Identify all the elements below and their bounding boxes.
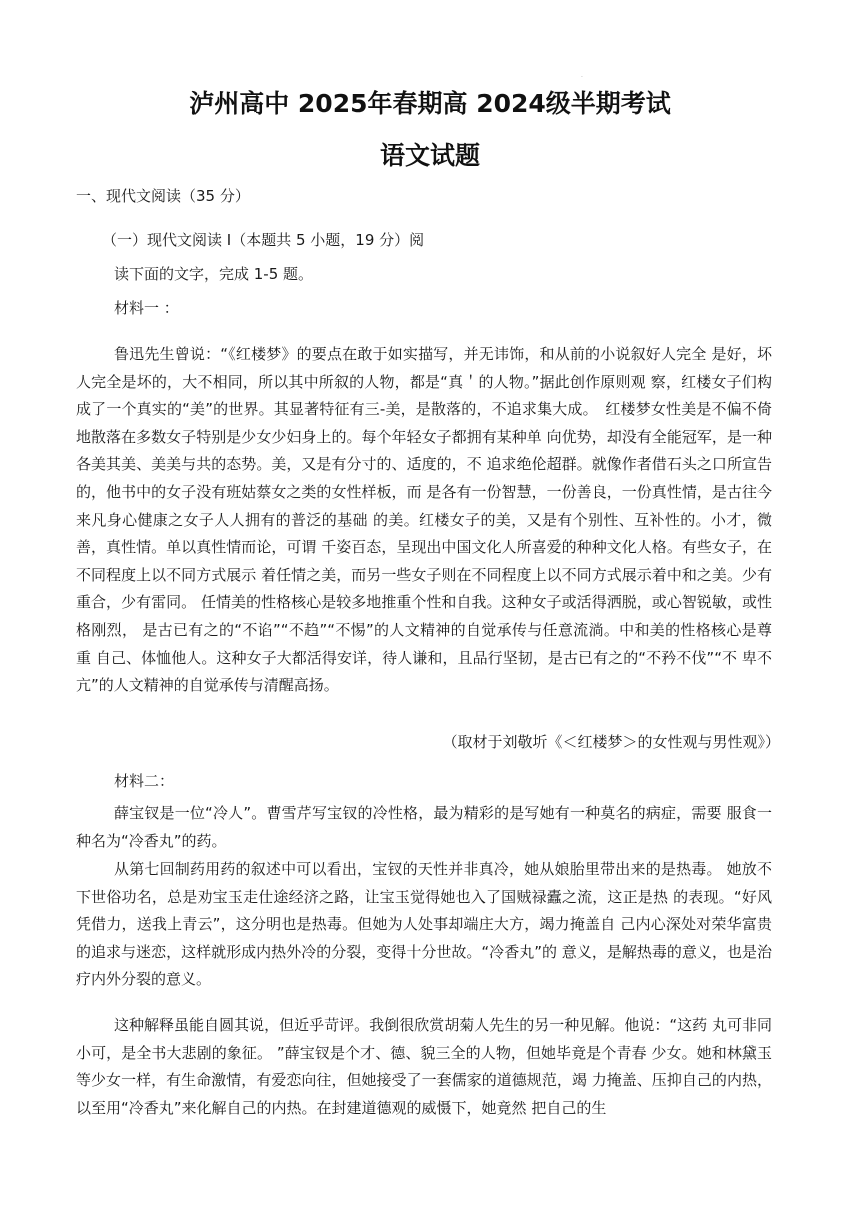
instruction-text: 读下面的文字，完成 1-5 题。: [114, 265, 314, 283]
material2-paragraph-2: 从第七回制药用药的叙述中可以看出，宝钗的天性并非真冷，她从娘胎里带出来的是热毒。 她放不下世俗功名，总是劝宝玉走仕途经济之路，让宝玉觉得她也入了国贼禄蠹之流，这正是热 的表现。“好风凭借力，送我上青云”，这分明也是热毒。但她为人处事却端庄大方，竭力掩盖自 己内心深处对荣华富贵的追求与迷恋，这样就形成内热外冷的分裂，变得十分世故。“冷香丸”的 意义，是解热毒的意义，也是治疗内外分裂的意义。: [76, 860, 772, 989]
material2-paragraph-3: 这种解释虽能自圆其说，但近乎苛评。我倒很欣赏胡菊人先生的另一种见解。他说：“这药 丸可非同小可，是全书大悲剧的象征。 ”薛宝钗是个才、德、貌三全的人物，但她毕竟是个青春 少女。她和林黛玉等少女一样，有生命激情，有爱恋向往，但她接受了一套儒家的道德规范，竭 力掩盖、压抑自己的内热，以至用“冷香丸”来化解自己的内热。在封建道德观的威慑下，她竟然 把自己的生: [76, 1016, 772, 1117]
material1-label: 材料一 ：: [114, 299, 179, 317]
scan-dot: ·: [581, 74, 583, 81]
material2-paragraph-1: 薛宝钗是一位“冷人”。曹雪芹写宝钗的冷性格，最为精彩的是写她有一种莫名的病症，需要 服食一种名为“冷香丸”的药。: [76, 804, 772, 850]
sub-section-heading: （一）现代文阅读 I（本题共 5 小题，19 分）阅: [102, 231, 425, 249]
material2-label: 材料二：: [114, 772, 175, 790]
subject-title: 语文试题: [379, 141, 480, 170]
exam-title: 泸州高中 2025年春期高 2024级半期考试: [189, 89, 671, 118]
material1-source: （取材于刘敬圻《＜红楼梦＞的女性观与男性观》）: [442, 733, 780, 751]
material1-paragraph: 鲁迅先生曾说：“《红楼梦》的要点在敢于如实描写，并无讳饰，和从前的小说叙好人完全 是好，坏人完全是坏的，大不相同，所以其中所叙的人物，都是“真＇的人物。”据此创作原则观 察，红楼女子们构成了一个真实的“美”的世界。其显著特征有三-美，是散落的，不追求集大成。 红楼梦女性美是不偏不倚地散落在多数女子特别是少女少妇身上的。每个年轻女子都拥有某种单 向优势，却没有全能冠军，是一种各美其美、美美与共的态势。美，又是有分寸的、适度的，不 追求绝伦超群。就像作者借石头之口所宣告的，他书中的女子没有班姑蔡女之类的女性样板，而 是各有一份智慧，一份善良，一份真性情，是古往今来凡身心健康之女子人人拥有的普泛的基础 的美。红楼女子的美，又是有个别性、互补性的。小才，微善，真性情。单以真性情而论，可谓 千姿百态，呈现出中国文化人所喜爱的种种文化人格。有些女子，在不同程度上以不同方式展示 着任情之美，而另一些女子则在不同程度上以不同方式展示着中和之美。少有重合，少有雷同。 任情美的性格核心是较多地推重个性和自我。这种女子或活得洒脱，或心智锐敏，或性格刚烈， 是古已有之的“不谄”“不趋”“不惕”的人文精神的自觉承传与任意流淌。中和美的性格核心是尊重 自己、体恤他人。这种女子大都活得安详，待人谦和，且品行坚韧，是古已有之的“不矜不伐”“不 卑不亢”的人文精神的自觉承传与清醒高扬。: [76, 345, 772, 695]
section-heading: 一、现代文阅读（35 分）: [76, 187, 250, 205]
